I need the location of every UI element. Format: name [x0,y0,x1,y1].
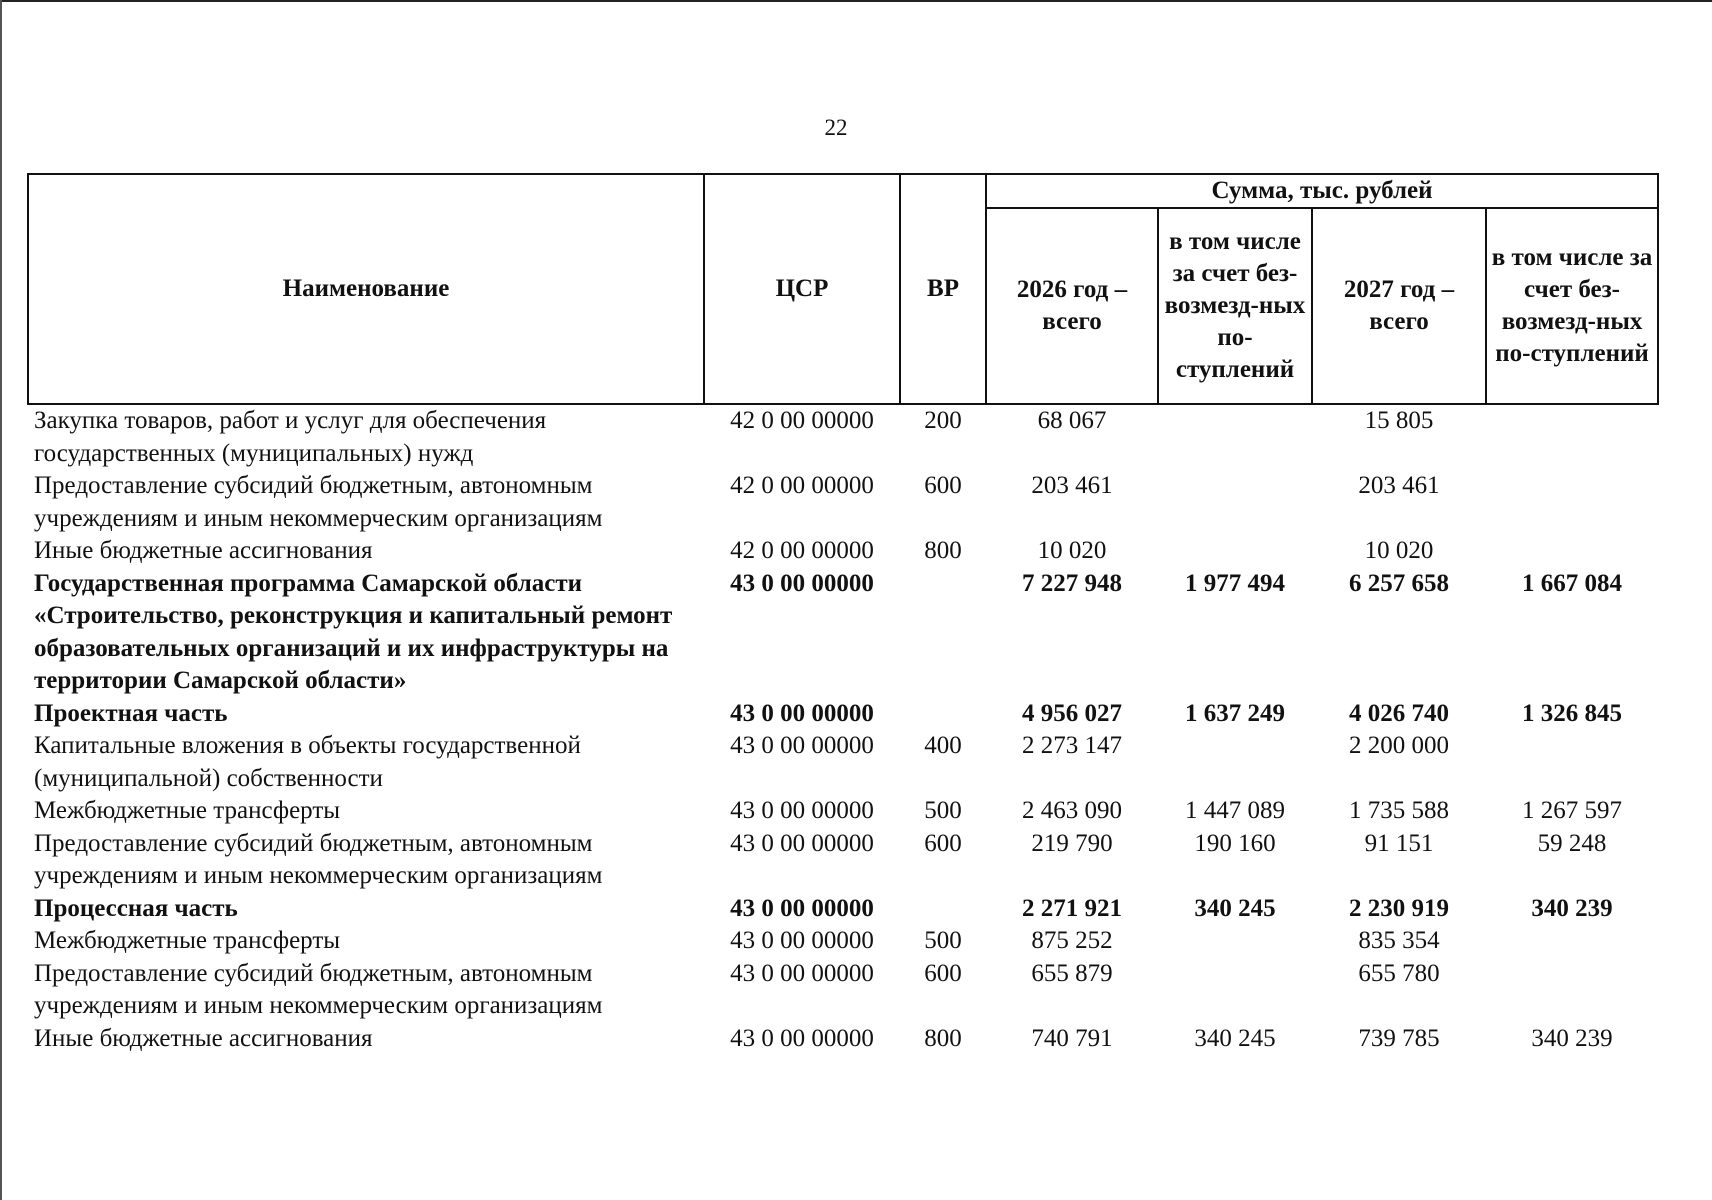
row-vr-code: 600 [924,959,962,987]
row-2026-grants [1158,535,1312,568]
table-row [28,730,1658,795]
row-2027-grants: 340 239 [1531,1024,1613,1052]
table-row [28,828,1658,893]
table-row [28,470,1658,535]
table-row [28,893,1658,926]
row-2026-grants: 1 447 089 [1185,797,1285,824]
row-name: Закупка товаров, работ и услуг для обеспечения государственных (муниципальных) нужд [34,407,547,467]
row-csr-code: 42 0 00 00000 [730,472,874,499]
row-2027-grants [1486,958,1658,1023]
table-row [28,925,1658,958]
row-vr-code: 200 [924,407,962,434]
row-name: Иные бюджетные ассигнования [34,537,373,564]
table-row [28,698,1658,731]
row-name: Предоставление субсидий бюджетным, автономным учреждениям и иным некоммерческим организациям [34,959,603,1019]
row-2027-total: 1 735 588 [1349,797,1449,824]
header-sum-group: Сумма, тыс. рублей [986,174,1658,208]
row-vr-code [900,568,986,698]
row-name: Процессная часть [34,894,238,922]
header-2027-grants: в том числе за счет без-возмезд-ных по-ступлений [1486,208,1658,404]
table-header [28,174,1658,404]
row-2026-total: 655 879 [1031,959,1113,987]
row-2026-total: 219 790 [1031,829,1113,857]
row-2027-total: 4 026 740 [1349,699,1449,727]
row-vr-code: 800 [924,1024,962,1052]
row-2027-grants [1486,404,1658,470]
row-name: Межбюджетные трансферты [34,797,341,824]
row-2027-total: 2 200 000 [1349,732,1449,759]
header-vr: ВР [900,174,986,404]
row-2026-grants [1158,470,1312,535]
row-2027-grants: 340 239 [1531,894,1613,922]
row-csr-code: 43 0 00 00000 [730,797,874,824]
row-csr-code: 43 0 00 00000 [730,927,874,954]
row-csr-code: 43 0 00 00000 [730,569,874,597]
row-2026-grants [1158,730,1312,795]
row-name: Предоставление субсидий бюджетным, автономным учреждениям и иным некоммерческим организациям [34,472,603,532]
scan-left-edge [0,0,2,1200]
row-2026-total: 2 271 921 [1022,894,1122,922]
row-name: Межбюджетные трансферты [34,927,341,954]
header-name: Наименование [28,174,704,404]
row-csr-code: 43 0 00 00000 [730,732,874,759]
row-vr-code: 600 [924,472,962,499]
row-2026-total: 875 252 [1031,927,1113,954]
table-row [28,568,1658,698]
row-2027-grants: 1 267 597 [1522,797,1623,824]
page-number: 22 [824,115,848,140]
row-2026-grants: 340 245 [1194,894,1276,922]
row-2026-total: 203 461 [1031,472,1113,499]
row-2026-grants [1158,925,1312,958]
row-vr-code: 400 [924,732,962,759]
row-2027-total: 10 020 [1364,537,1434,564]
table-row [28,795,1658,828]
row-vr-code: 500 [924,797,962,824]
budget-table [27,173,1659,1055]
row-2026-grants: 340 245 [1194,1024,1276,1052]
row-csr-code: 43 0 00 00000 [730,894,874,922]
row-2026-total: 2 273 147 [1022,732,1122,759]
table-row [28,404,1658,470]
row-vr-code [900,893,986,926]
header-2027-total: 2027 год – всего [1312,208,1486,404]
row-2026-total: 740 791 [1031,1024,1113,1052]
row-2027-total: 2 230 919 [1349,894,1449,922]
row-2027-total: 15 805 [1364,407,1434,434]
table-row [28,535,1658,568]
row-name: Предоставление субсидий бюджетным, автономным учреждениям и иным некоммерческим организациям [34,829,603,889]
scan-top-edge [0,0,1712,2]
row-2027-total: 6 257 658 [1349,569,1449,597]
row-name: Иные бюджетные ассигнования [34,1024,373,1052]
table-row [28,958,1658,1023]
row-2027-total: 203 461 [1358,472,1440,499]
table-row [28,1023,1658,1056]
row-2027-grants [1486,470,1658,535]
row-name: Капитальные вложения в объекты государственной (муниципальной) собственности [34,732,581,792]
row-csr-code: 43 0 00 00000 [730,1024,874,1052]
row-2027-total: 655 780 [1358,959,1440,987]
row-name: Государственная программа Самарской области «Строительство, реконструкция и капитальный ремонт образовательных организаций и их инфраструктуры на территории Самарской области» [34,569,673,694]
row-vr-code: 800 [924,537,962,564]
row-vr-code: 600 [924,829,962,857]
row-2026-grants: 1 977 494 [1185,569,1285,597]
row-2027-grants: 1 667 084 [1522,569,1623,597]
row-2026-grants: 190 160 [1194,829,1276,857]
row-2026-total: 68 067 [1037,407,1107,434]
row-2026-total: 10 020 [1037,537,1107,564]
row-csr-code: 43 0 00 00000 [730,829,874,857]
row-csr-code: 42 0 00 00000 [730,537,874,564]
header-2026-total: 2026 год – всего [986,208,1158,404]
row-2027-grants: 1 326 845 [1522,699,1623,727]
row-2026-total: 4 956 027 [1022,699,1122,727]
row-2027-grants [1486,925,1658,958]
header-2026-grants: в том числе за счет без-возмезд-ных по-ступлений [1158,208,1312,404]
row-2026-grants [1158,958,1312,1023]
row-2026-total: 2 463 090 [1022,797,1122,824]
row-csr-code: 43 0 00 00000 [730,959,874,987]
row-vr-code [900,698,986,731]
header-csr: ЦСР [704,174,900,404]
row-2026-total: 7 227 948 [1022,569,1122,597]
row-csr-code: 43 0 00 00000 [730,699,874,727]
row-2027-grants [1486,535,1658,568]
row-2027-total: 835 354 [1358,927,1440,954]
row-name: Проектная часть [34,699,228,727]
table-body [28,404,1658,1055]
row-2027-grants [1486,730,1658,795]
row-vr-code: 500 [924,927,962,954]
row-csr-code: 42 0 00 00000 [730,407,874,434]
row-2026-grants: 1 637 249 [1185,699,1285,727]
row-2027-grants: 59 248 [1537,829,1607,857]
row-2027-total: 91 151 [1364,829,1434,857]
row-2027-total: 739 785 [1358,1024,1440,1052]
row-2026-grants [1158,404,1312,470]
